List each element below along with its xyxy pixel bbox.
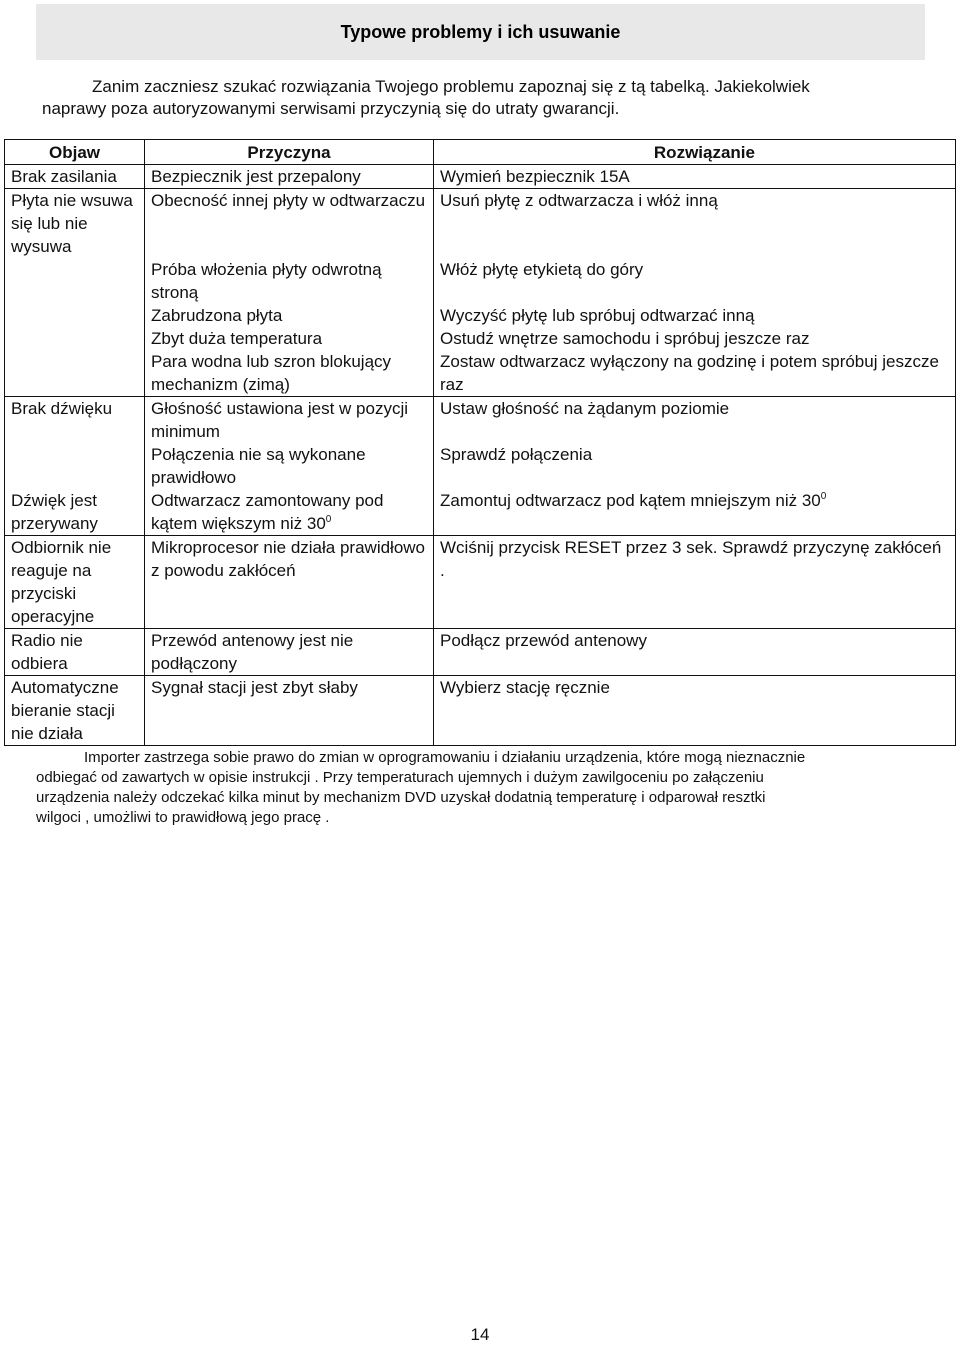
symptom-cell: Dźwięk jest przerywany — [5, 489, 145, 536]
cause-cell: Zbyt duża temperatura — [145, 327, 434, 350]
intro-paragraph — [42, 76, 922, 120]
table-row — [5, 258, 956, 304]
intro-line: naprawy poza autoryzowanymi serwisami przyczynią się do utraty gwarancji. — [42, 99, 620, 118]
header-cause: Przyczyna — [145, 140, 434, 165]
cause-cell: Para wodna lub szron blokujący mechanizm (zimą) — [145, 350, 434, 397]
page-number: 14 — [470, 1325, 490, 1344]
cause-text: Odtwarzacz zamontowany pod kątem większym niż 30 — [151, 491, 384, 533]
solution-cell: Sprawdź połączenia — [434, 443, 956, 489]
solution-text: Zamontuj odtwarzacz pod kątem mniejszym niż 30 — [440, 491, 821, 510]
table-row — [5, 629, 956, 676]
table-row — [5, 350, 956, 397]
symptom-cell: Odbiornik nie reaguje na przyciski operacyjne — [5, 536, 145, 629]
symptom-cell — [5, 304, 145, 327]
solution-cell: Zostaw odtwarzacz wyłączony na godzinę i potem spróbuj jeszcze raz — [434, 350, 956, 397]
header-symptom: Objaw — [5, 140, 145, 165]
solution-cell — [434, 489, 956, 536]
symptom-cell — [5, 350, 145, 397]
cause-cell: Sygnał stacji jest zbyt słaby — [145, 676, 434, 746]
symptom-cell — [5, 327, 145, 350]
symptom-cell — [5, 258, 145, 304]
solution-cell: Ustaw głośność na żądanym poziomie — [434, 397, 956, 444]
footer-line: wilgoci , umożliwi to prawidłową jego pracę . — [36, 809, 330, 826]
solution-cell: Podłącz przewód antenowy — [434, 629, 956, 676]
degree-superscript: 0 — [820, 491, 827, 502]
table-header-row — [5, 140, 956, 165]
intro-line: Zanim zaczniesz szukać rozwiązania Twojego problemu zapoznaj się z tą tabelką. Jakiekolwiek — [92, 77, 810, 96]
table-row — [5, 443, 956, 489]
table-row — [5, 676, 956, 746]
symptom-cell: Brak zasilania — [5, 165, 145, 189]
footer-line: urządzenia należy odczekać kilka minut by mechanizm DVD uzyskał dodatnią temperaturę i odparował resztki — [36, 789, 766, 806]
symptom-cell: Radio nie odbiera — [5, 629, 145, 676]
cause-cell: Próba włożenia płyty odwrotną stroną — [145, 258, 434, 304]
symptom-cell: Automatyczne bieranie stacji nie działa — [5, 676, 145, 746]
cause-cell: Głośność ustawiona jest w pozycji minimum — [145, 397, 434, 444]
solution-cell: Wciśnij przycisk RESET przez 3 sek. Sprawdź przyczynę zakłóceń . — [434, 536, 956, 629]
solution-cell: Usuń płytę z odtwarzacza i włóż inną — [434, 189, 956, 259]
cause-cell: Przewód antenowy jest nie podłączony — [145, 629, 434, 676]
symptom-cell: Płyta nie wsuwa się lub nie wysuwa — [5, 189, 145, 259]
solution-cell: Wymień bezpiecznik 15A — [434, 165, 956, 189]
table-row — [5, 165, 956, 189]
footer-line: Importer zastrzega sobie prawo do zmian w oprogramowaniu i działaniu urządzenia, które mogą nieznacznie — [84, 749, 806, 766]
table-row — [5, 327, 956, 350]
page-title-bar — [36, 4, 925, 60]
footer-line: odbiegać od zawartych w opisie instrukcji . Przy temperaturach ujemnych i dużym zawilgoceniu po załączeniu — [36, 769, 764, 786]
solution-cell: Wybierz stację ręcznie — [434, 676, 956, 746]
table-row — [5, 536, 956, 629]
footer-note — [36, 748, 926, 828]
page-title: Typowe problemy i ich usuwanie — [340, 21, 621, 42]
cause-cell — [145, 489, 434, 536]
symptom-cell: Brak dźwięku — [5, 397, 145, 444]
table-row — [5, 397, 956, 444]
table-row — [5, 189, 956, 259]
symptom-cell — [5, 443, 145, 489]
degree-superscript: 0 — [325, 514, 332, 525]
solution-cell: Ostudź wnętrze samochodu i spróbuj jeszcze raz — [434, 327, 956, 350]
cause-cell: Obecność innej płyty w odtwarzaczu — [145, 189, 434, 259]
cause-cell: Zabrudzona płyta — [145, 304, 434, 327]
table-row — [5, 304, 956, 327]
troubleshooting-table — [4, 139, 956, 746]
solution-cell: Włóż płytę etykietą do góry — [434, 258, 956, 304]
header-solution: Rozwiązanie — [434, 140, 956, 165]
cause-cell: Bezpiecznik jest przepalony — [145, 165, 434, 189]
solution-cell: Wyczyść płytę lub spróbuj odtwarzać inną — [434, 304, 956, 327]
cause-cell: Mikroprocesor nie działa prawidłowo z powodu zakłóceń — [145, 536, 434, 629]
cause-cell: Połączenia nie są wykonane prawidłowo — [145, 443, 434, 489]
table-row — [5, 489, 956, 536]
